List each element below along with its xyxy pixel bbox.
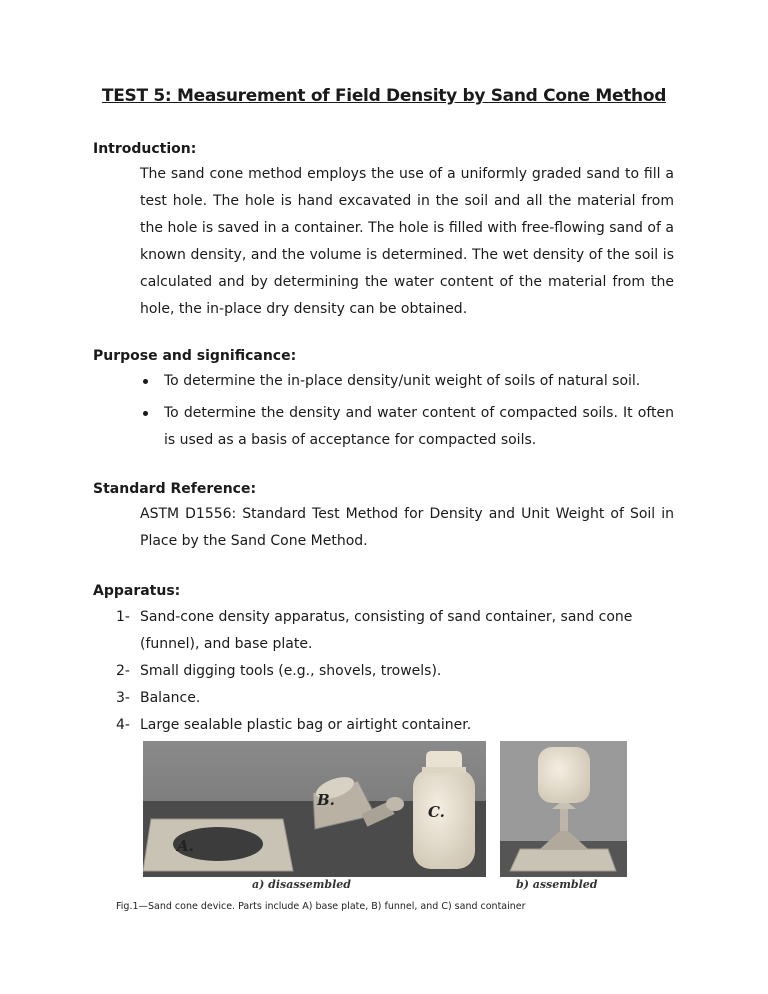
label-c: C. xyxy=(428,803,445,821)
bullet-icon xyxy=(143,411,148,416)
assembled-image xyxy=(500,741,627,877)
caption-assembled: b) assembled xyxy=(516,878,598,891)
list-item: To determine the density and water content of compacted soils. It often is used as a basis of acceptance for compacted soils. xyxy=(140,400,674,454)
apparatus-list xyxy=(116,604,676,739)
bullet-icon xyxy=(143,379,148,384)
label-a: A. xyxy=(177,837,194,855)
list-item: 1- Sand-cone density apparatus, consisting of sand container, sand cone (funnel), and base plate. xyxy=(116,609,633,652)
introduction-text: The sand cone method employs the use of a uniformly graded sand to fill a test hole. The hole is hand excavated in the soil and all the material from the hole is saved in a container. The hole is filled with free-flowing sand of a known density, and the volume is determined. The wet density of the soil is calculated and by determining the water content of the material from the hole, the in-place dry density can be obtained. xyxy=(140,166,674,317)
list-item: 4- Large sealable plastic bag or airtight container. xyxy=(116,717,472,733)
purpose-heading: Purpose and significance: xyxy=(93,348,297,364)
assembled-photo xyxy=(500,741,627,877)
caption-disassembled: a) disassembled xyxy=(252,878,351,891)
list-item: 2- Small digging tools (e.g., shovels, trowels). xyxy=(116,663,442,679)
list-item: 3- Balance. xyxy=(116,690,201,706)
label-b: B. xyxy=(317,791,335,809)
page-title: TEST 5: Measurement of Field Density by Sand Cone Method xyxy=(101,86,667,106)
reference-heading: Standard Reference: xyxy=(93,481,257,497)
reference-text: ASTM D1556: Standard Test Method for Density and Unit Weight of Soil in Place by the Sand Cone Method. xyxy=(140,506,674,549)
list-item: To determine the in-place density/unit weight of soils of natural soil. xyxy=(140,368,674,395)
figure-caption: Fig.1—Sand cone device. Parts include A) base plate, B) funnel, and C) sand container xyxy=(116,901,526,912)
apparatus-heading: Apparatus: xyxy=(93,583,181,599)
disassembled-photo xyxy=(143,741,486,877)
purpose-list xyxy=(140,368,674,454)
introduction-heading: Introduction: xyxy=(93,141,197,157)
